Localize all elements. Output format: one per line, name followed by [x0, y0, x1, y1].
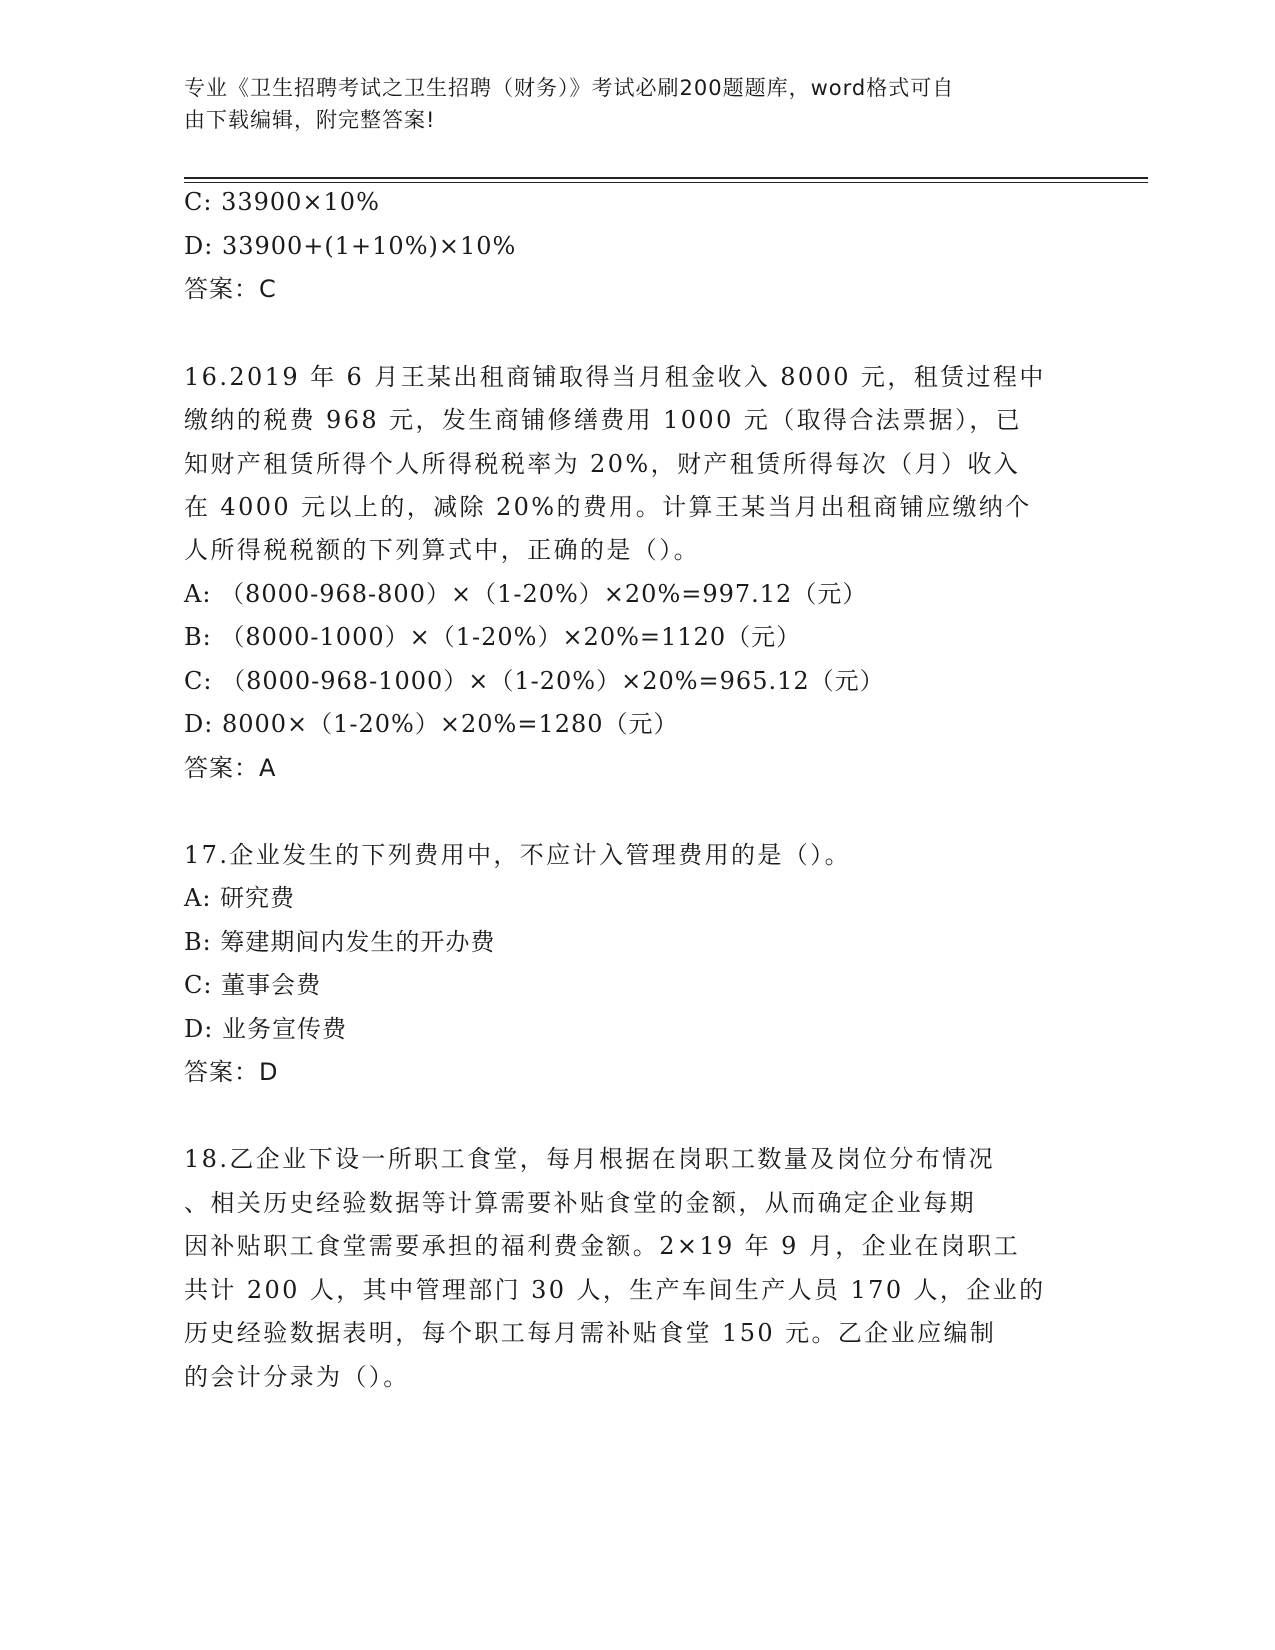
q15-option-d: D: 33900+(1+10%)×10%: [184, 232, 517, 260]
q18-stem-line: 因补贴职工食堂需要承担的福利费金额。2×19 年 9 月，企业在岗职工: [184, 1232, 1021, 1260]
q18-stem-line: 、相关历史经验数据等计算需要补贴食堂的金额，从而确定企业每期: [184, 1189, 976, 1217]
q16-option-c: C: （8000-968-1000）×（1-20%）×20%=965.12（元）: [184, 667, 885, 695]
q16-option-a: A: （8000-968-800）×（1-20%）×20%=997.12（元）: [184, 580, 868, 608]
header-line-2: 由下载编辑，附完整答案!: [184, 108, 436, 132]
q18-stem-line: 18.乙企业下设一所职工食堂，每月根据在岗职工数量及岗位分布情况: [184, 1145, 995, 1173]
q17-option-d: D: 业务宣传费: [184, 1015, 347, 1043]
q18-stem-line: 历史经验数据表明，每个职工每月需补贴食堂 150 元。乙企业应编制: [184, 1319, 997, 1347]
q16-stem-line: 知财产租赁所得个人所得税税率为 20%，财产租赁所得每次（月）收入: [184, 450, 1021, 478]
q18-stem-line: 的会计分录为（）。: [184, 1363, 410, 1391]
q16-stem-line: 缴纳的税费 968 元，发生商铺修缮费用 1000 元（取得合法票据），已: [184, 406, 1023, 434]
header-divider: [184, 177, 1148, 179]
q16-stem-line: 16.2019 年 6 月王某出租商铺取得当月租金收入 8000 元，租赁过程中: [184, 363, 1046, 391]
q16-stem-line: 在 4000 元以上的，减除 20%的费用。计算王某当月出租商铺应缴纳个: [184, 493, 1032, 521]
q16-stem-line: 人所得税税额的下列算式中，正确的是（）。: [184, 536, 700, 564]
q17-stem: 17.企业发生的下列费用中，不应计入管理费用的是（）。: [184, 841, 851, 869]
q16-option-b: B: （8000-1000）×（1-20%）×20%=1120（元）: [184, 623, 802, 651]
q15-option-c: C: 33900×10%: [184, 188, 380, 216]
q17-option-c: C: 董事会费: [184, 971, 322, 999]
header-divider-thin: [184, 182, 1148, 183]
q15-answer: 答案：C: [184, 275, 277, 303]
q16-answer: 答案：A: [184, 754, 277, 782]
document-header: [184, 72, 1074, 136]
q17-option-a: A: 研究费: [184, 884, 296, 912]
q16-option-d: D: 8000×（1-20%）×20%=1280（元）: [184, 710, 679, 738]
header-line-1: 专业《卫生招聘考试之卫生招聘（财务）》考试必刷200题题库，word格式可自: [184, 76, 955, 100]
q17-option-b: B: 筹建期间内发生的开办费: [184, 928, 496, 956]
q17-answer: 答案：D: [184, 1058, 279, 1086]
q18-stem-line: 共计 200 人，其中管理部门 30 人，生产车间生产人员 170 人，企业的: [184, 1276, 1046, 1304]
